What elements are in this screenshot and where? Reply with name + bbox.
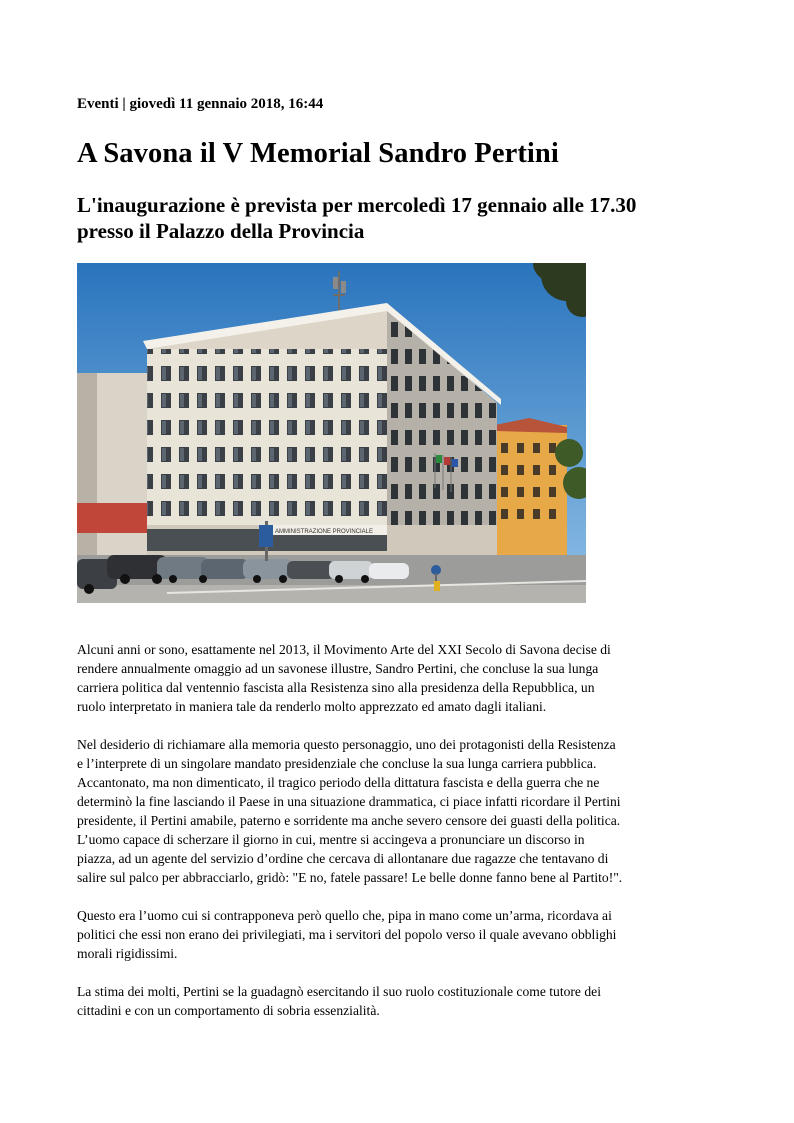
text-line: ruolo interpretato in maniera tale da renderlo molto apprezzato ed amato dagli italiani. [77, 699, 547, 714]
text-line: piazza, ad un agente del servizio d’ordine che cercava di allontanare due ragazze che tentavano di [77, 851, 609, 866]
text-line: Questo era l’uomo cui si contrapponeva però quello che, pipa in mano come un’arma, ricordava ai [77, 908, 612, 923]
paragraph [77, 640, 737, 716]
building-sign: AMMINISTRAZIONE PROVINCIALE [275, 529, 374, 535]
text-line: morali rigidissimi. [77, 946, 178, 961]
text-line: determinò la fine lasciando il Paese in una situazione drammatica, ci piace infatti ricordare il Pertini [77, 794, 621, 809]
subtitle-line: L'inaugurazione è prevista per mercoledì 17 gennaio alle 17.30 [77, 193, 637, 217]
text-line: politici che essi non erano dei privilegiati, ma i servitori del popolo verso il quale avevano obblighi [77, 927, 617, 942]
subtitle-line: presso il Palazzo della Provincia [77, 219, 365, 243]
paragraph [77, 906, 737, 963]
article-title: A Savona il V Memorial Sandro Pertini [77, 138, 559, 169]
text-line: Nel desiderio di richiamare alla memoria questo personaggio, uno dei protagonisti della Resistenza [77, 737, 616, 752]
text-line: salire sul palco per abbracciarlo, gridò: "E no, fatele passare! Le belle donne fanno bene al Partito!". [77, 870, 623, 885]
text-line: L’uomo capace di scherzare il giorno in cui, mentre si accingeva a pronunciare un discorso in [77, 832, 585, 847]
text-line: cittadini e con un comportamento di sobria essenzialità. [77, 1003, 380, 1018]
article-meta: Eventi | giovedì 11 gennaio 2018, 16:44 [77, 96, 324, 112]
text-line: presidente, il Pertini amabile, paterno e sorridente ma anche severo censore dei guasti della politica. [77, 813, 621, 828]
text-line: e l’interprete di un singolare mandato presidenziale che concluse la sua lunga carriera pubblica. [77, 756, 597, 771]
article-subtitle [77, 192, 757, 244]
paragraph [77, 982, 737, 1020]
text-line: rendere annualmente omaggio ad un savonese illustre, Sandro Pertini, che concluse la sua lunga [77, 661, 599, 676]
text-line: carriera politica dal ventennio fascista alla Resistenza sino alla presidenza della Repubblica, un [77, 680, 595, 695]
article-photo [77, 263, 586, 603]
paragraph [77, 735, 737, 887]
text-line: La stima dei molti, Pertini se la guadagnò esercitando il suo ruolo costituzionale come tutore dei [77, 984, 601, 999]
text-line: Accantonato, ma non dimenticato, il tragico periodo della dittatura fascista e della guerra che ne [77, 775, 600, 790]
text-line: Alcuni anni or sono, esattamente nel 2013, il Movimento Arte del XXI Secolo di Savona decise di [77, 642, 611, 657]
article-body [77, 640, 737, 1039]
